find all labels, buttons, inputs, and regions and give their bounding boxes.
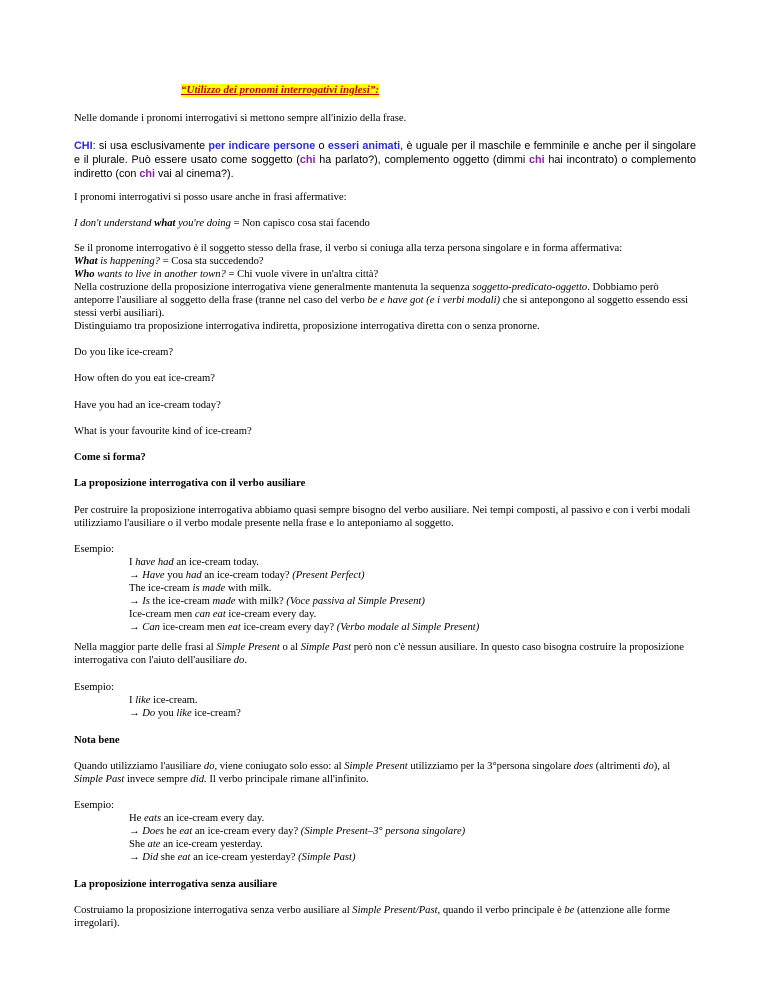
arrow: → xyxy=(129,708,143,719)
tense-note: (Present Perfect) xyxy=(292,570,365,581)
t: an ice-cream every day? xyxy=(192,826,301,837)
tense-note: (Simple Present–3° persona singolare) xyxy=(300,826,466,837)
t: Quando utilizziamo l'ausiliare xyxy=(74,761,204,772)
t: Simple Past xyxy=(74,774,125,785)
document-title: “Utilizzo dei pronomi interrogativi inglesi”: xyxy=(181,84,380,96)
t: Costruiamo la proposizione interrogativa senza verbo ausiliare al xyxy=(74,905,353,916)
t: (altrimenti xyxy=(593,761,644,772)
t: like xyxy=(135,695,151,706)
t: made xyxy=(212,596,236,607)
t: The ice-cream xyxy=(129,583,193,594)
text: . Dobbiamo però anteporre l'ausiliare al soggetto della frase (tranne nel caso del verbo xyxy=(74,282,659,306)
t: you xyxy=(155,708,177,719)
translation: = Cosa sta succedendo? xyxy=(159,256,264,267)
aux-paragraph: Per costruire la proposizione interrogativa abbiamo quasi sempre bisogno del verbo ausiliare. Nei tempi composti, al passivo e con i verbi modali utilizziamo l'ausiliare o il verbo modale presente nella frase e lo anteponiamo al soggetto. xyxy=(74,505,691,529)
chi-text: , è uguale per il maschile e femminile e anche per il singolare e il plurale. Può essere usato come soggetto ( xyxy=(74,140,696,166)
t: (attenzione alle forme irregolari). xyxy=(74,905,670,929)
t: I xyxy=(129,695,136,706)
affirm-paragraph: I pronomi interrogativi si posso usare anche in frasi affermative: xyxy=(74,192,347,203)
t: ice-cream. xyxy=(150,695,198,706)
t: Simple Present xyxy=(216,642,280,653)
subject-order xyxy=(74,281,696,320)
t: ice-cream every day. xyxy=(225,609,317,620)
example-row xyxy=(129,621,479,634)
senza-paragraph xyxy=(74,904,696,930)
example-text: I don't understand xyxy=(74,218,155,229)
t: with milk. xyxy=(225,583,272,594)
section-heading-come: Come si forma? xyxy=(74,452,146,463)
example-row xyxy=(129,694,241,707)
t: I xyxy=(129,557,136,568)
t: ), al xyxy=(653,761,671,772)
chi-text: o xyxy=(315,140,328,152)
t: you xyxy=(164,570,186,581)
example-text: wants to live in another town? xyxy=(94,269,226,280)
arrow: → xyxy=(129,852,143,863)
t: Do xyxy=(142,708,156,719)
question-3: Have you had an ice-cream today? xyxy=(74,400,221,411)
t: like xyxy=(176,708,192,719)
t: ate xyxy=(147,839,161,850)
t: Nella maggior parte delle frasi al xyxy=(74,642,217,653)
chi-text: vai al cinema?). xyxy=(155,168,234,180)
chi-highlight: per indicare persone xyxy=(208,140,316,152)
esempio-label: Esempio: xyxy=(74,682,115,693)
t: Il verbo principale rimane all'infinito. xyxy=(206,774,369,785)
subject-paragraph xyxy=(74,242,696,320)
example-row xyxy=(129,825,465,838)
t: però non c'è nessun ausiliare. In questo caso bisogna costruire la proposizione interrogativa con l'aiuto dell'ausiliare xyxy=(74,642,684,666)
chi-highlight: esseri animati xyxy=(327,140,401,152)
nota-paragraph xyxy=(74,760,696,786)
t: can eat xyxy=(194,609,226,620)
example-row xyxy=(129,851,465,864)
arrow: → xyxy=(129,570,143,581)
chi-text: : si usa esclusivamente xyxy=(92,140,209,152)
t: eats xyxy=(144,813,162,824)
t: does xyxy=(573,761,594,772)
distinguish-paragraph: Distinguiamo tra proposizione interrogativa indiretta, proposizione interrogativa diretta con o senza pronorne. xyxy=(74,321,540,332)
chi-word: chi xyxy=(529,154,545,166)
t: eat xyxy=(179,826,193,837)
t: eat xyxy=(227,622,241,633)
t: Simple Past xyxy=(300,642,352,653)
t: she xyxy=(158,852,178,863)
arrow: → xyxy=(129,826,143,837)
t: Simple Present xyxy=(344,761,408,772)
chi-word: chi xyxy=(139,168,156,180)
t: an ice-cream yesterday. xyxy=(160,839,263,850)
example-row xyxy=(129,595,479,608)
example-row xyxy=(129,608,479,621)
section-heading-nota: Nota bene xyxy=(74,735,120,746)
t: have had xyxy=(135,557,174,568)
t: Simple Present/Past xyxy=(352,905,438,916)
t: an ice-cream today. xyxy=(173,557,259,568)
t: . xyxy=(244,655,247,666)
tense-note: (Verbo modale al Simple Present) xyxy=(336,622,480,633)
example-row xyxy=(129,556,479,569)
example-row xyxy=(129,812,465,825)
t: viene coniugato solo esso: al xyxy=(217,761,345,772)
text-italic: soggetto-predicato-oggetto xyxy=(472,282,588,293)
question-4: What is your favourite kind of ice-cream? xyxy=(74,426,252,437)
text-italic: be e have got (e i verbi modali) xyxy=(367,295,501,306)
text: che si antepongono al soggetto essendo essi stessi verbi ausiliari). xyxy=(74,295,689,319)
example-row xyxy=(129,569,479,582)
t: Is xyxy=(142,596,150,607)
t: Can xyxy=(142,622,160,633)
keyword: What xyxy=(74,256,98,267)
t: ice-cream? xyxy=(191,708,241,719)
example-block-aux xyxy=(129,556,479,634)
section-heading-senza: La proposizione interrogativa senza ausiliare xyxy=(74,879,278,890)
esempio-label: Esempio: xyxy=(74,800,115,811)
example-block-does xyxy=(129,812,465,864)
t: Does xyxy=(142,826,165,837)
chi-term: CHI xyxy=(74,140,93,152)
t: o al xyxy=(279,642,301,653)
example-text: is happening? xyxy=(97,256,160,267)
question-2: How often do you eat ice-cream? xyxy=(74,373,215,384)
subject-who xyxy=(74,268,696,281)
chi-text: hai incontrato) o complemento indiretto (con xyxy=(74,154,696,180)
example-keyword: what xyxy=(154,218,176,229)
t: ice-cream men xyxy=(159,622,228,633)
example-row xyxy=(129,707,241,720)
text: Nella costruzione della proposizione interrogativa viene generalmente mantenuta la sequenza xyxy=(74,282,473,293)
tense-note: (Voce passiva al Simple Present) xyxy=(286,596,425,607)
t: do, xyxy=(203,761,218,772)
t: did. xyxy=(190,774,207,785)
t: invece sempre xyxy=(124,774,191,785)
t: do xyxy=(643,761,654,772)
keyword: Who xyxy=(74,269,95,280)
t: he xyxy=(164,826,180,837)
arrow: → xyxy=(129,596,143,607)
example-text: you're doing xyxy=(175,218,231,229)
t: Have xyxy=(142,570,165,581)
t: an ice-cream today? xyxy=(201,570,293,581)
example-row xyxy=(129,582,479,595)
question-1: Do you like ice-cream? xyxy=(74,347,174,358)
chi-word: chi xyxy=(299,154,316,166)
t: Did xyxy=(142,852,159,863)
t: be xyxy=(564,905,575,916)
t: is made xyxy=(192,583,226,594)
t: an ice-cream yesterday? xyxy=(190,852,299,863)
t: He xyxy=(129,813,145,824)
t: , quando il verbo principale è xyxy=(437,905,565,916)
example-translation: = Non capisco cosa stai facendo xyxy=(230,218,370,229)
example-row xyxy=(129,838,465,851)
t: with milk? xyxy=(235,596,287,607)
chi-paragraph xyxy=(74,139,696,181)
t: ice-cream every day? xyxy=(240,622,337,633)
example-what xyxy=(74,217,696,230)
subject-what xyxy=(74,255,696,268)
simple-paragraph xyxy=(74,641,696,667)
t: She xyxy=(129,839,148,850)
arrow: → xyxy=(129,622,143,633)
t: had xyxy=(185,570,202,581)
t: an ice-cream every day. xyxy=(161,813,265,824)
section-heading-aux: La proposizione interrogativa con il verbo ausiliare xyxy=(74,478,306,489)
t: the ice-cream xyxy=(149,596,213,607)
intro-paragraph: Nelle domande i pronomi interrogativi si mettono sempre all'inizio della frase. xyxy=(74,113,407,124)
subject-line: Se il pronome interrogativo è il soggetto stesso della frase, il verbo si coniuga alla terza persona singolare e in forma affermativa: xyxy=(74,243,623,254)
example-block-do xyxy=(129,694,241,720)
esempio-label: Esempio: xyxy=(74,544,115,555)
t: eat xyxy=(177,852,191,863)
translation: = Chi vuole vivere in un'altra città? xyxy=(225,269,379,280)
t: do xyxy=(233,655,245,666)
t: Ice-cream men xyxy=(129,609,195,620)
chi-text: ha parlato?), complemento oggetto (dimmi xyxy=(315,154,530,166)
tense-note: (Simple Past) xyxy=(298,852,356,863)
t: utilizziamo per la 3°persona singolare xyxy=(407,761,574,772)
